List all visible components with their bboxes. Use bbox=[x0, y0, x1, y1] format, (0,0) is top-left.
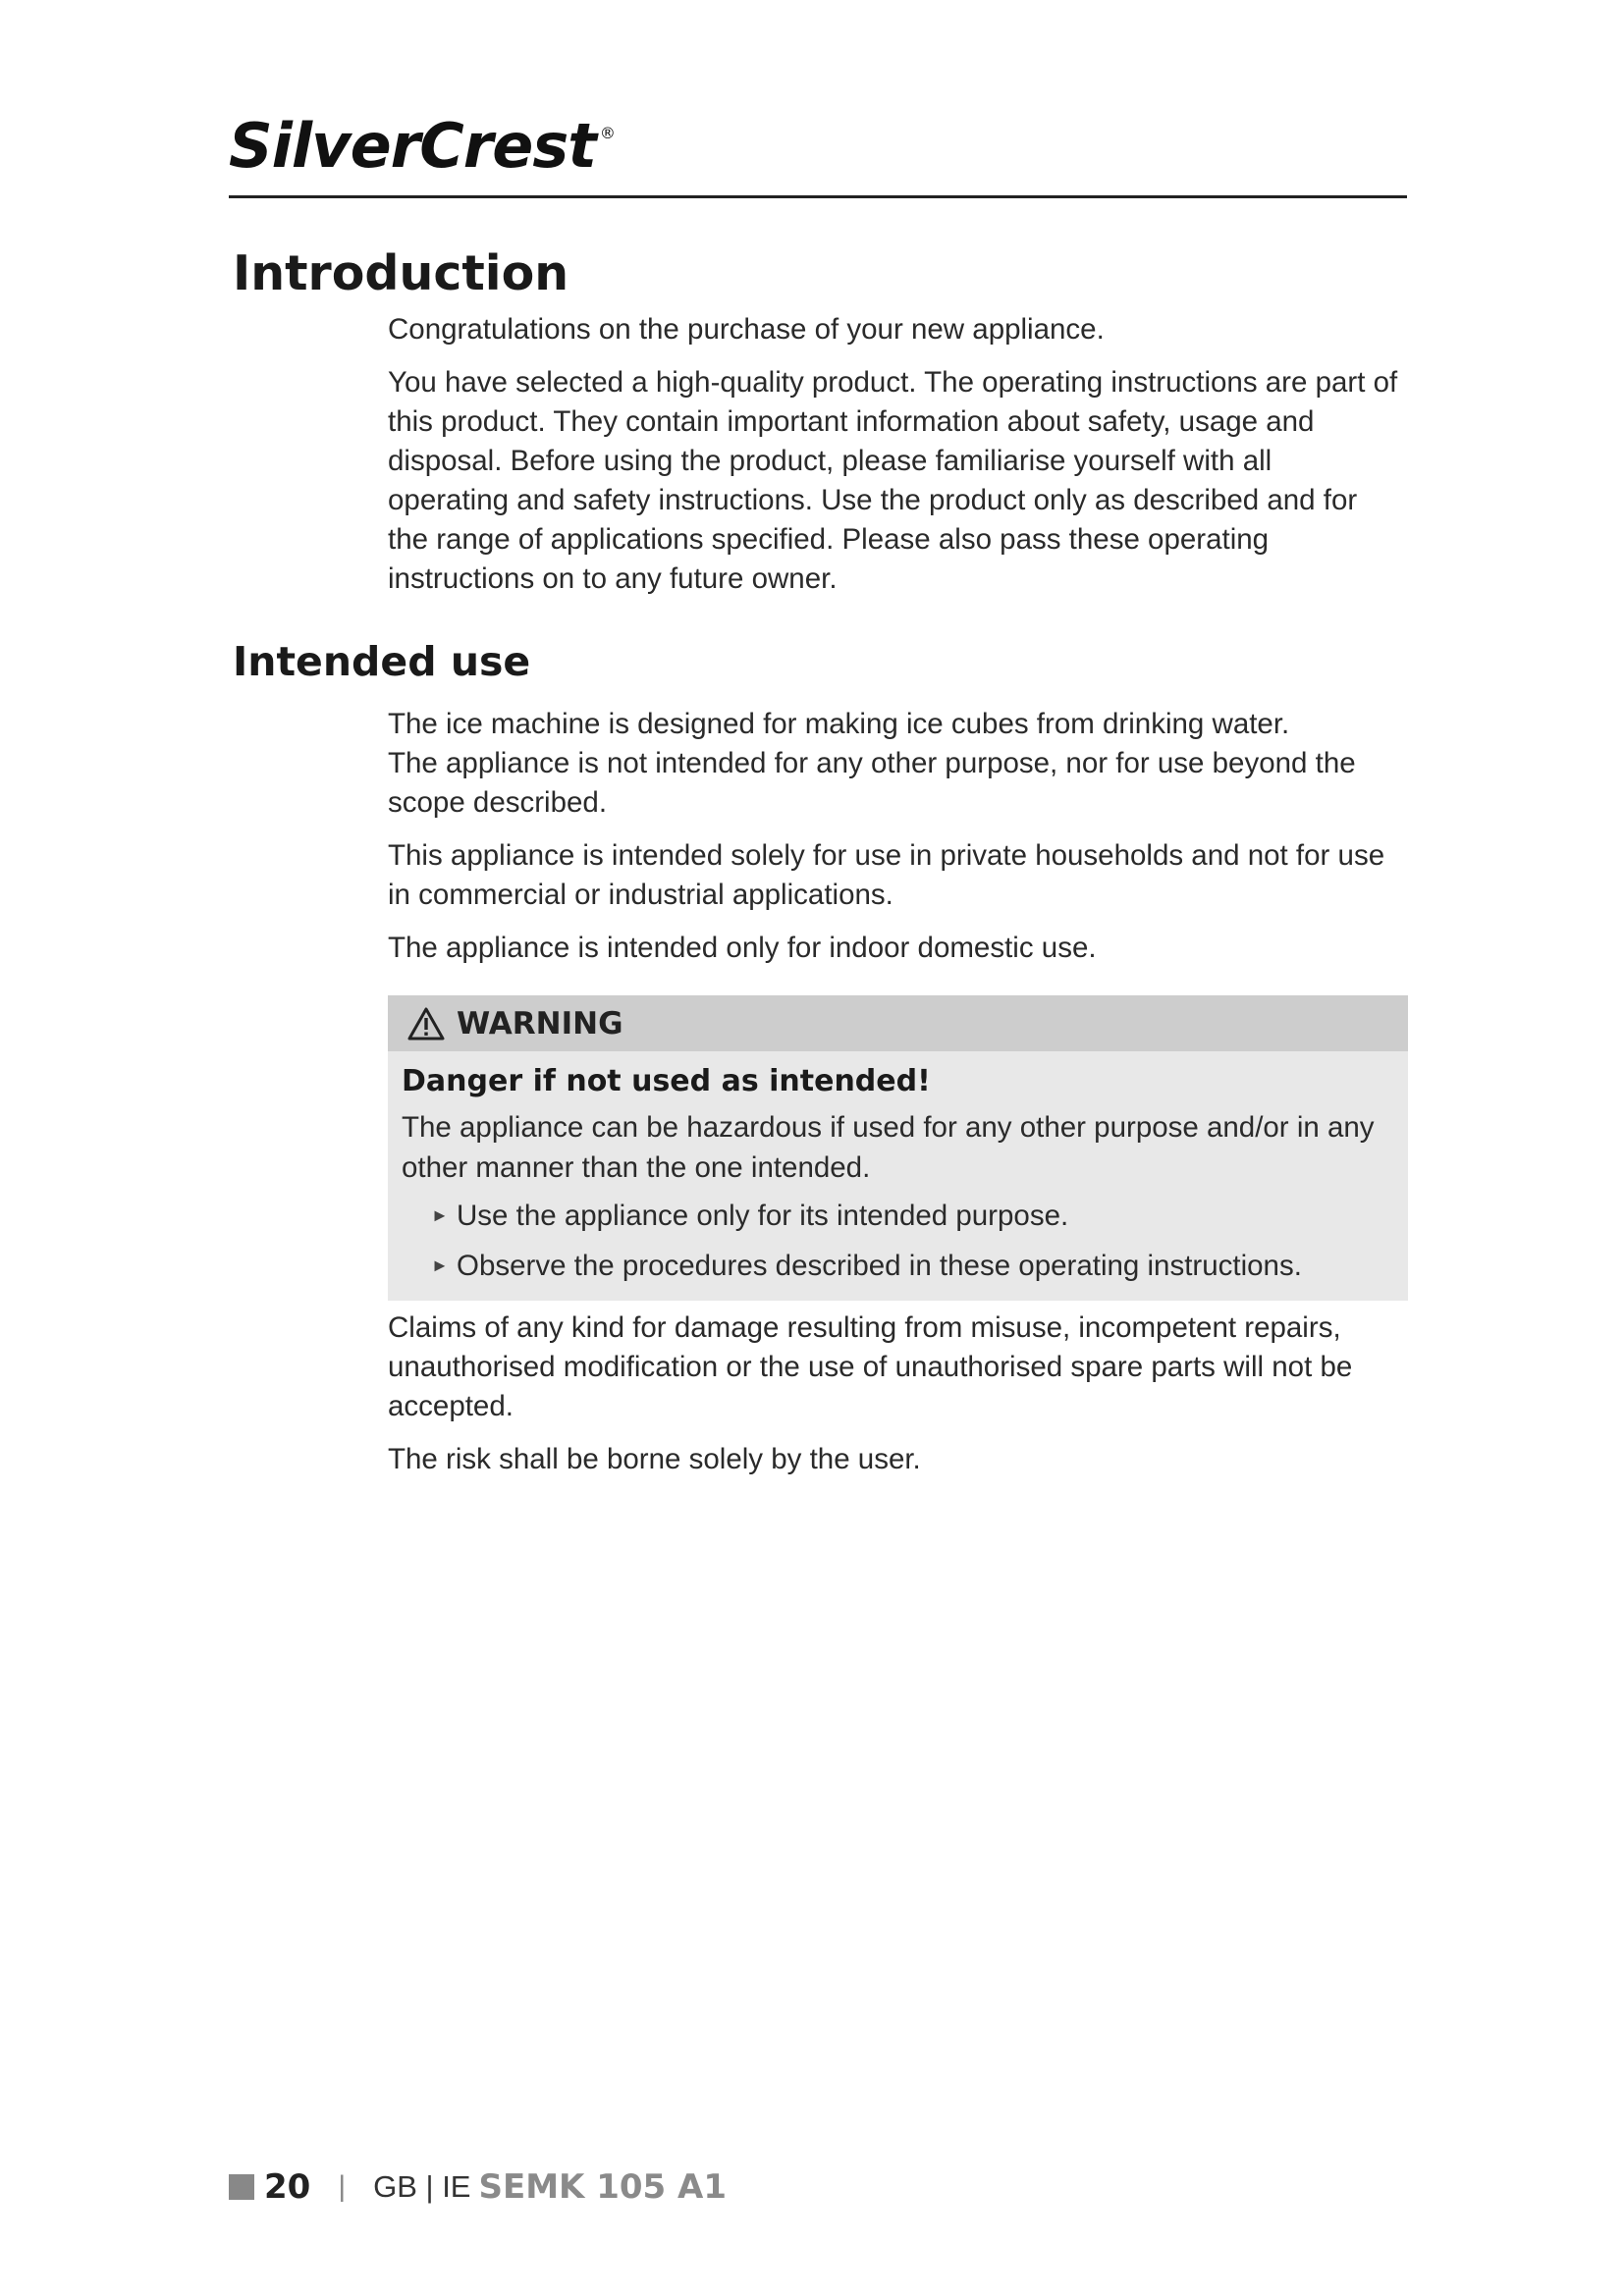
footer-square-icon bbox=[229, 2174, 254, 2200]
warning-bullet-text: Observe the procedures described in these operating instructions. bbox=[457, 1250, 1302, 1282]
closing-paragraph: The risk shall be borne solely by the user. bbox=[388, 1443, 921, 1475]
warning-triangle-icon bbox=[407, 1007, 445, 1041]
warning-content bbox=[388, 1051, 1408, 1286]
page-number: 20 bbox=[264, 2167, 311, 2207]
introduction-body bbox=[388, 310, 1399, 613]
footer-languages: GB | IE bbox=[373, 2169, 471, 2204]
intended-use-body bbox=[388, 705, 1399, 982]
intro-paragraph: Congratulations on the purchase of your new appliance. bbox=[388, 313, 1105, 346]
header-divider bbox=[229, 195, 1407, 198]
list-item bbox=[429, 1246, 1394, 1286]
closing-paragraph: Claims of any kind for damage resulting from misuse, incompetent repairs, unauthorised modification or the use of unauthorised spare parts will not be accepted. bbox=[388, 1311, 1353, 1422]
warning-text: The appliance can be hazardous if used for any other purpose and/or in any other manner than the one intended. bbox=[402, 1111, 1375, 1184]
warning-header bbox=[388, 995, 1408, 1051]
warning-box bbox=[388, 995, 1408, 1301]
registered-mark: ® bbox=[599, 124, 615, 142]
intended-use-paragraph: This appliance is intended solely for use in private households and not for use in commercial or industrial applications. bbox=[388, 839, 1385, 911]
warning-bullet-text: Use the appliance only for its intended purpose. bbox=[457, 1200, 1069, 1232]
intended-use-line: The appliance is not intended for any other purpose, nor for use beyond the scope described. bbox=[388, 747, 1356, 819]
closing-body bbox=[388, 1308, 1399, 1493]
intended-use-paragraph: The appliance is intended only for indoor domestic use. bbox=[388, 932, 1097, 964]
intended-use-paragraph bbox=[388, 705, 1399, 823]
warning-title: Danger if not used as intended! bbox=[402, 1064, 931, 1098]
brand-logo bbox=[229, 110, 615, 182]
intended-use-heading: Intended use bbox=[233, 638, 531, 685]
intended-use-line: The ice machine is designed for making ice cubes from drinking water. bbox=[388, 708, 1290, 740]
bullet-arrow-icon: ► bbox=[431, 1255, 449, 1275]
introduction-heading: Introduction bbox=[233, 245, 569, 301]
bullet-arrow-icon: ► bbox=[431, 1205, 449, 1225]
footer-separator: | bbox=[338, 2170, 347, 2203]
intro-paragraph: You have selected a high-quality product. The operating instructions are part of this product. They contain important information about safety, usage and disposal. Before using the product, please familiarise yourself with all operating and safety instructions. Use the product only as described and for the range of applications specified. Please also pass these operating instructions on to any future owner. bbox=[388, 366, 1398, 595]
footer-model: SEMK 105 A1 bbox=[478, 2167, 727, 2207]
list-item bbox=[429, 1196, 1394, 1236]
warning-bullet-list bbox=[402, 1196, 1394, 1286]
page-footer bbox=[229, 2167, 727, 2207]
brand-name: SilverCrest bbox=[229, 110, 596, 182]
warning-label: WARNING bbox=[457, 1005, 623, 1041]
